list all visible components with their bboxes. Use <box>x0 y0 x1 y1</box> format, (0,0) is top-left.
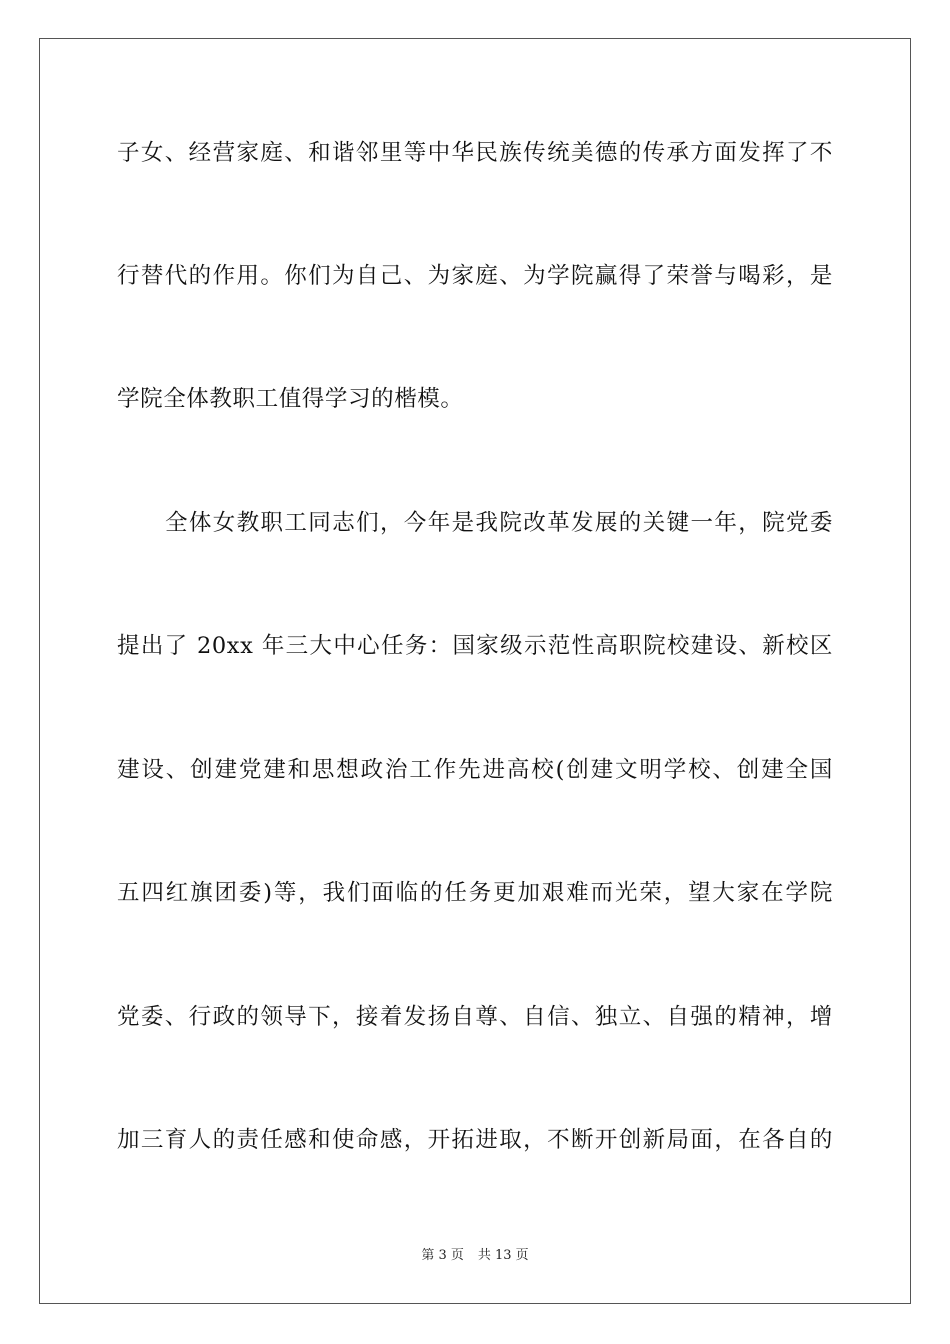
page-number: 第 3 页 <box>421 1248 464 1263</box>
paragraph-line-6: 建设、创建党建和思想政治工作先进高校(创建文明学校、创建全国 <box>117 757 833 783</box>
page-total: 共 13 页 <box>477 1248 529 1263</box>
paragraph-line-4: 全体女教职工同志们，今年是我院改革发展的关键一年，院党委 <box>165 510 833 536</box>
page-footer <box>0 1246 950 1266</box>
paragraph-line-5: 提出了 20xx 年三大中心任务：国家级示范性高职院校建设、新校区 <box>117 633 833 659</box>
paragraph-line-9: 加三育人的责任感和使命感，开拓进取，不断开创新局面，在各自的 <box>117 1127 833 1153</box>
paragraph-line-1: 子女、经营家庭、和谐邻里等中华民族传统美德的传承方面发挥了不 <box>117 140 833 166</box>
paragraph-line-8: 党委、行政的领导下，接着发扬自尊、自信、独立、自强的精神，增 <box>117 1004 833 1030</box>
paragraph-line-2: 行替代的作用。你们为自己、为家庭、为学院赢得了荣誉与喝彩，是 <box>117 263 833 289</box>
page-border <box>39 38 911 1304</box>
paragraph-line-3: 学院全体教职工值得学习的楷模。 <box>117 386 464 412</box>
paragraph-line-7: 五四红旗团委)等，我们面临的任务更加艰难而光荣，望大家在学院 <box>117 880 833 906</box>
